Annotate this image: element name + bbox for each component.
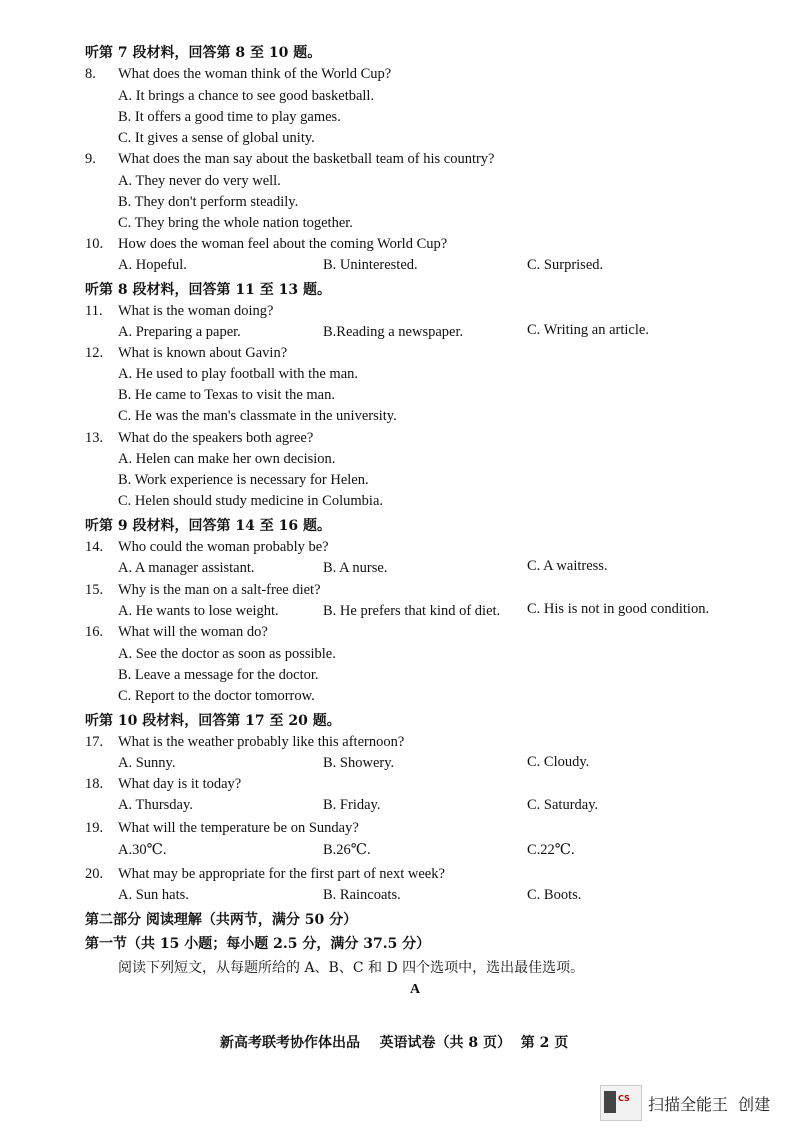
page-footer: 新高考联考协作体出品 英语试卷（共 8 页） 第 2 页 [220, 1035, 569, 1051]
option-b: B. Showery. [323, 755, 395, 771]
scanner-watermark [600, 1085, 770, 1121]
section-heading-7: 听第 7 段材料，回答第 8 至 10 题。 [85, 45, 322, 61]
option-c: C. Surprised. [527, 257, 604, 273]
question-number: 16. [85, 624, 104, 640]
section-heading-9: 听第 9 段材料，回答第 14 至 16 题。 [85, 518, 331, 534]
option-a: A. Thursday. [118, 797, 193, 813]
question-number: 11. [85, 303, 103, 319]
option-b: B. Friday. [323, 797, 381, 813]
option-c: C. A waitress. [527, 558, 608, 574]
question-number: 15. [85, 582, 104, 598]
question-text: What does the woman think of the World Cup? [118, 66, 392, 82]
section-heading-10: 听第 10 段材料，回答第 17 至 20 题。 [85, 713, 341, 729]
option-a: A. See the doctor as soon as possible. [118, 646, 336, 662]
question-text: Why is the man on a salt-free diet? [118, 582, 321, 598]
question-text: What day is it today? [118, 776, 242, 792]
option-c: C. Cloudy. [527, 754, 590, 770]
option-a: A. A manager assistant. [118, 560, 255, 576]
camscanner-logo-icon [600, 1085, 642, 1121]
option-b: B. They don't perform steadily. [118, 194, 299, 210]
option-a: A. They never do very well. [118, 173, 281, 189]
option-c: C.22℃. [527, 842, 575, 858]
question-text: What does the man say about the basketball team of his country? [118, 151, 495, 167]
reading-instructions: 阅读下列短文，从每题所给的 A、B、C 和 D 四个选项中，选出最佳选项。 [118, 960, 585, 976]
option-c: C. Helen should study medicine in Columbia. [118, 493, 384, 509]
option-b: B. A nurse. [323, 560, 388, 576]
question-text: How does the woman feel about the coming World Cup? [118, 236, 448, 252]
question-number: 14. [85, 539, 104, 555]
option-a: A. Sunny. [118, 755, 176, 771]
question-number: 13. [85, 430, 104, 446]
option-b: B. Work experience is necessary for Helen. [118, 472, 369, 488]
option-a: A. He used to play football with the man. [118, 366, 359, 382]
option-c: C. His is not in good condition. [527, 601, 710, 617]
question-number: 20. [85, 866, 104, 882]
part-two-section-one-heading: 第一节（共 15 小题；每小题 2.5 分，满分 37.5 分） [85, 936, 431, 952]
option-b: B. It offers a good time to play games. [118, 109, 341, 125]
option-c: C. Report to the doctor tomorrow. [118, 688, 315, 704]
option-a: A. Sun hats. [118, 887, 189, 903]
question-text: What do the speakers both agree? [118, 430, 314, 446]
option-b: B. Uninterested. [323, 257, 418, 273]
watermark-text: 扫描全能王 创建 [648, 1094, 771, 1114]
option-b: B. He prefers that kind of diet. [323, 603, 501, 619]
question-number: 10. [85, 236, 104, 252]
question-number: 18. [85, 776, 104, 792]
logo-text: CS [618, 1094, 630, 1103]
option-b: B.26℃. [323, 842, 371, 858]
option-c: C. Writing an article. [527, 322, 649, 338]
question-number: 12. [85, 345, 104, 361]
option-c: C. He was the man's classmate in the university. [118, 408, 397, 424]
question-text: What will the woman do? [118, 624, 268, 640]
question-number: 17. [85, 734, 104, 750]
option-c: C. They bring the whole nation together. [118, 215, 353, 231]
question-text: What is the woman doing? [118, 303, 274, 319]
question-text: What is known about Gavin? [118, 345, 288, 361]
question-text: Who could the woman probably be? [118, 539, 329, 555]
option-a: A. Preparing a paper. [118, 324, 241, 340]
option-c: C. Boots. [527, 887, 582, 903]
question-text: What will the temperature be on Sunday? [118, 820, 359, 836]
question-number: 8. [85, 66, 96, 82]
passage-letter: A [410, 982, 421, 997]
option-a: A. He wants to lose weight. [118, 603, 279, 619]
question-text: What is the weather probably like this afternoon? [118, 734, 405, 750]
option-a: A. It brings a chance to see good basketball. [118, 88, 375, 104]
option-c: C. Saturday. [527, 797, 599, 813]
part-two-heading: 第二部分 阅读理解（共两节，满分 50 分） [85, 912, 358, 928]
option-c: C. It gives a sense of global unity. [118, 130, 315, 146]
option-a: A. Helen can make her own decision. [118, 451, 336, 467]
question-number: 19. [85, 820, 104, 836]
section-heading-8: 听第 8 段材料，回答第 11 至 13 题。 [85, 282, 331, 298]
option-b: B.Reading a newspaper. [323, 324, 464, 340]
option-b: B. Raincoats. [323, 887, 401, 903]
option-a: A.30℃. [118, 842, 167, 858]
question-number: 9. [85, 151, 96, 167]
question-text: What may be appropriate for the first part of next week? [118, 866, 445, 882]
option-a: A. Hopeful. [118, 257, 187, 273]
option-b: B. He came to Texas to visit the man. [118, 387, 335, 403]
option-b: B. Leave a message for the doctor. [118, 667, 319, 683]
